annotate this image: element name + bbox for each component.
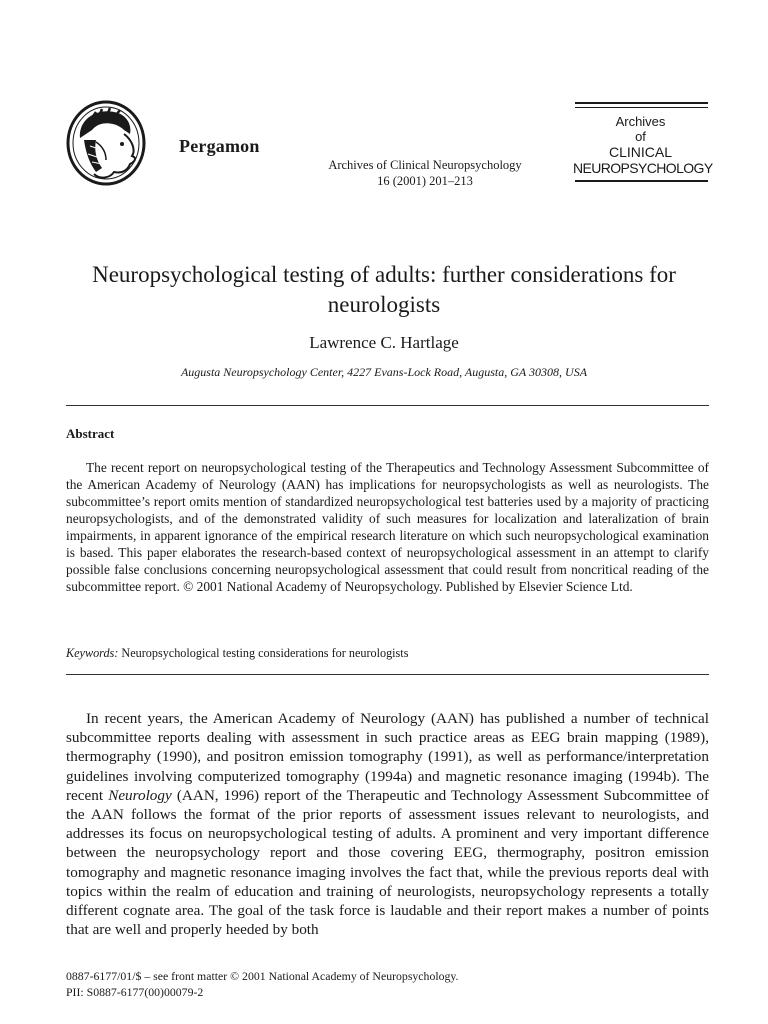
author-affiliation: Augusta Neuropsychology Center, 4227 Evans-Lock Road, Augusta, GA 30308, USA (180, 365, 588, 379)
keywords-line (66, 646, 709, 661)
author-name: Lawrence C. Hartlage (309, 333, 459, 352)
journal-reference-italic: Neurology (108, 786, 172, 804)
pergamon-emblem-icon (66, 100, 170, 186)
pii-line: PII: S0887-6177(00)00079-2 (66, 985, 204, 999)
footer (66, 968, 459, 1000)
publisher-name: Pergamon (179, 136, 260, 156)
abstract-heading: Abstract (66, 426, 115, 441)
journal-logo-line: CLINICAL (608, 144, 673, 160)
journal-logo (573, 102, 713, 186)
volume-pages: 16 (2001) 201–213 (377, 174, 473, 188)
article-title: Neuropsychological testing of adults: further considerations for neurologists (92, 262, 676, 317)
journal-logo-line: Archives (615, 114, 666, 129)
divider (66, 405, 709, 406)
journal-name: Archives of Clinical Neuropsychology (328, 158, 522, 172)
keywords-label: Keywords: (66, 646, 119, 660)
keywords-value: Neuropsychological testing considerations for neurologists (121, 646, 409, 660)
journal-logo-line: of (635, 129, 646, 144)
body-text-part: In recent years, the American Academy of Neurology (AAN) has published a number of technical subcommittee reports dealing with assessment in such practice areas as EEG brain mapping (1989), thermography (1990), and positron emission tomography (1991), as well as performance/interpretation guidelines involving computerized tomography (1994a) and magnetic resonance imaging (1994b). The recent (66, 710, 709, 804)
abstract-text: The recent report on neuropsychological testing of the Therapeutics and Technology Assessment Subcommittee of the American Academy of Neurology (AAN) has implications for neuropsychologists as well as neurologists. The subcommittee’s report omits mention of standardized neuropsychological test batteries used by a majority of practicing neuropsychologists, and of the demonstrated validity of such measures for localization and lateralization of brain impairments, in apparent ignorance of the empirical research literature on which such neuropsychological examination is based. This paper elaborates the research-based context of neuropsychological assessment in an attempt to clarify possible false conclusions concerning neuropsychological assessment that could result from noncritical reading of the subcommittee report. © 2001 National Academy of Neuropsychology. Published by Elsevier Science Ltd. (66, 460, 709, 594)
journal-citation (290, 157, 560, 189)
body-paragraph (66, 709, 709, 939)
journal-logo-line: NEUROPSYCHOLOGY (573, 160, 713, 176)
copyright-line: 0887-6177/01/$ – see front matter © 2001 National Academy of Neuropsychology. (66, 969, 459, 983)
body-text-part: (AAN, 1996) report of the Therapeutic and Technology Assessment Subcommittee of the AAN follows the format of the prior reports of assessment issues relevant to neurologists, and addresses its focus on neuropsychological testing of adults. A prominent and very important difference between the neuropsychology report and those covering EEG, thermography, positron emission tomography and magnetic resonance imaging involves the fact that, while the previous reports deal with topics within the realm of education and training of neurologists, neuropsychology represents a totally different cognate area. The goal of the task force is laudable and their report makes a number of points that are well and properly heeded by both (66, 786, 709, 939)
divider (66, 674, 709, 675)
